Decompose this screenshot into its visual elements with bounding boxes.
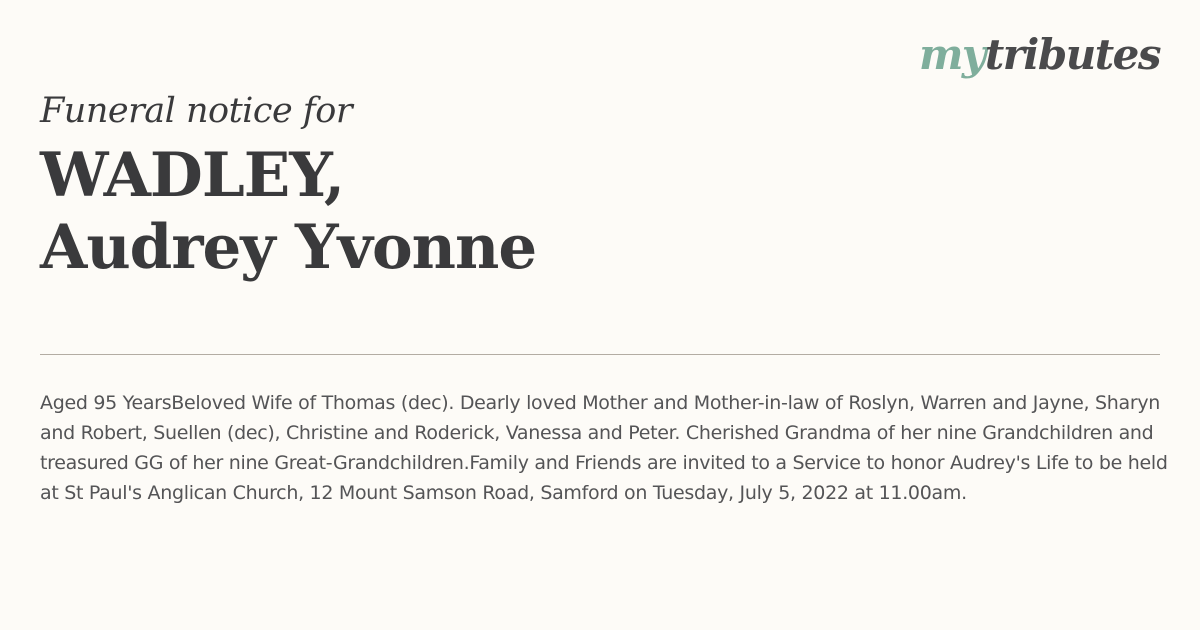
notice-message: Aged 95 YearsBeloved Wife of Thomas (dec). Dearly loved Mother and Mother-in-law of Roslyn, Warren and Jayne, Sharyn and Robert, Suellen (dec), Christine and Roderick, Vanessa and Peter. Cherished Grandma of her nine Grandchildren and treasured GG of her nine Great-Grandchildren.Family and Friends are invited to a Service to honor Audrey's Life to be held at St Paul's Anglican Church, 12 Mount Samson Road, Samford on Tuesday, July 5, 2022 at 11.00am. bbox=[40, 392, 1168, 504]
mytributes-logo bbox=[918, 30, 1160, 79]
divider bbox=[40, 354, 1160, 355]
notice-intro: Funeral notice for bbox=[40, 91, 353, 131]
deceased-name bbox=[40, 140, 536, 284]
logo-tributes-text: tributes bbox=[984, 30, 1160, 79]
deceased-given-names: Audrey Yvonne bbox=[40, 212, 537, 283]
deceased-surname: WADLEY, bbox=[40, 140, 345, 211]
logo-my-text: my bbox=[918, 30, 985, 79]
